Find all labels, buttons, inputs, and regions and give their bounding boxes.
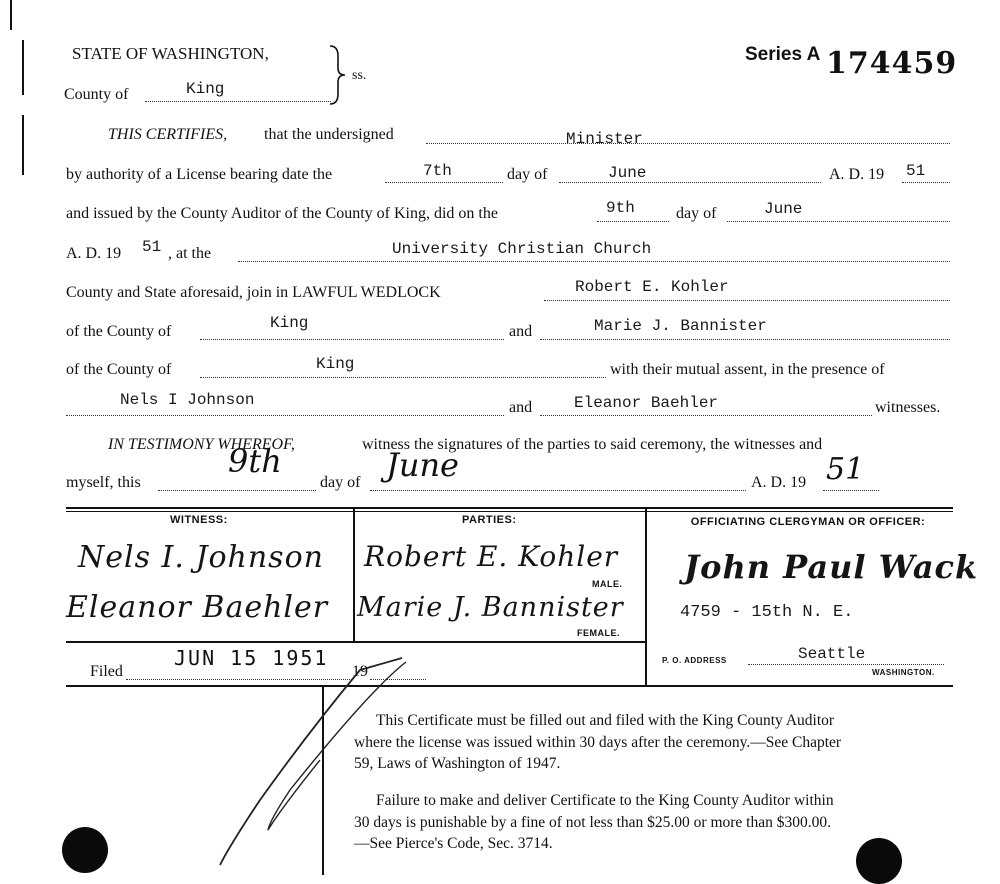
notice2-line3: —See Pierce's Code, Sec. 3714.	[354, 835, 553, 852]
witness1-name[interactable]: Nels I Johnson	[120, 391, 255, 409]
po-address-city[interactable]: Seattle	[798, 645, 866, 663]
witness-header: WITNESS:	[170, 514, 228, 526]
sign-ad-label: A. D. 19	[751, 474, 807, 491]
clergy-header: OFFICIATING CLERGYMAN OR OFFICER:	[690, 516, 926, 528]
sign-month[interactable]: June	[386, 446, 459, 484]
bride-signature[interactable]: Marie J. Bannister	[357, 592, 624, 623]
testimony-label: IN TESTIMONY WHEREOF,	[108, 436, 295, 453]
witness1-signature[interactable]: Nels I. Johnson	[78, 540, 324, 575]
testimony-text: witness the signatures of the parties to said ceremony, the witnesses and	[362, 436, 823, 453]
bride-name[interactable]: Marie J. Bannister	[594, 317, 767, 335]
sign-day[interactable]: 9th	[228, 442, 282, 480]
place-underline	[238, 261, 950, 262]
series-number: 174459	[826, 46, 958, 81]
notice1-line2: where the license was issued within 30 days after the ceremony.—See Chapter	[354, 734, 842, 751]
po-address-underline	[748, 664, 944, 665]
table-divider-1	[353, 509, 355, 642]
license-day-underline	[385, 182, 503, 183]
edge-mark	[22, 115, 24, 175]
county-label: County of	[64, 86, 129, 103]
mutual-assent-label: with their mutual assent, in the presence of	[610, 361, 885, 378]
sign-day-underline	[158, 490, 316, 491]
edge-mark	[10, 0, 12, 30]
wedlock-label: County and State aforesaid, join in LAWFUL WEDLOCK	[66, 284, 441, 301]
groom-name[interactable]: Robert E. Kohler	[575, 278, 729, 296]
license-ad-label: A. D. 19	[829, 166, 885, 183]
license-year-underline	[902, 182, 950, 183]
washington-label: WASHINGTON.	[872, 668, 935, 677]
sign-dayof-label: day of	[320, 474, 361, 491]
female-label: FEMALE.	[577, 628, 620, 638]
ss-label: ss.	[352, 68, 367, 83]
license-month[interactable]: June	[608, 164, 647, 182]
male-label: MALE.	[592, 579, 623, 589]
sign-month-underline	[370, 490, 746, 491]
sign-year-underline	[823, 490, 879, 491]
undersigned-label: that the undersigned	[264, 126, 394, 143]
groom-county[interactable]: King	[270, 314, 309, 332]
sign-year[interactable]: 51	[826, 452, 865, 487]
groom-signature[interactable]: Robert E. Kohler	[364, 540, 619, 573]
county-value[interactable]: King	[186, 80, 225, 98]
at-the-label: , at the	[168, 245, 212, 262]
ceremony-year[interactable]: 51	[142, 238, 162, 256]
groom-county-label: of the County of	[66, 323, 172, 340]
witness2-underline	[540, 415, 872, 416]
license-year[interactable]: 51	[906, 162, 926, 180]
officiant-title[interactable]: Minister	[566, 130, 643, 148]
witness2-name[interactable]: Eleanor Baehler	[574, 394, 719, 412]
parties-header: PARTIES:	[462, 514, 517, 526]
table-top-border	[66, 507, 953, 509]
myself-label: myself, this	[66, 474, 141, 491]
bride-underline	[540, 339, 950, 340]
and-label-1: and	[509, 323, 533, 340]
groom-county-underline	[200, 339, 504, 340]
and-label-2: and	[509, 399, 533, 416]
ceremony-month-underline	[727, 221, 950, 222]
punch-hole-left	[62, 827, 108, 873]
edge-mark	[22, 40, 24, 95]
certifies-label: THIS CERTIFIES,	[108, 126, 228, 143]
witness2-signature[interactable]: Eleanor Baehler	[66, 590, 329, 625]
notice1-line3: 59, Laws of Washington of 1947.	[354, 755, 561, 772]
state-label: STATE OF WASHINGTON,	[72, 44, 269, 63]
po-address-label: P. O. ADDRESS	[662, 656, 727, 665]
clergy-address[interactable]: 4759 - 15th N. E.	[680, 603, 854, 622]
ceremony-dayof-label: day of	[676, 205, 717, 222]
series-label: Series A	[745, 44, 821, 65]
bride-county[interactable]: King	[316, 355, 355, 373]
notice2-line1: Failure to make and deliver Certificate to the King County Auditor within	[376, 792, 834, 809]
officiant-underline	[426, 143, 950, 144]
license-day[interactable]: 7th	[423, 162, 452, 180]
clergy-signature[interactable]: John Paul Wack	[684, 548, 979, 586]
filed-year-prefix: 19	[352, 663, 368, 680]
ceremony-day[interactable]: 9th	[606, 199, 635, 217]
groom-underline	[544, 300, 950, 301]
license-date-label: by authority of a License bearing date the	[66, 166, 333, 183]
county-underline	[145, 101, 331, 102]
notice2-line2: 30 days is punishable by a fine of not less than $25.00 or more than $300.00.	[354, 814, 831, 831]
bride-county-underline	[200, 377, 606, 378]
filed-label: Filed	[90, 663, 123, 680]
bride-county-label: of the County of	[66, 361, 172, 378]
notice1-line1: This Certificate must be filled out and filed with the King County Auditor	[376, 712, 835, 729]
ceremony-month[interactable]: June	[764, 200, 803, 218]
filed-stamp: JUN 15 1951	[174, 646, 329, 670]
table-top-border-2	[66, 511, 953, 512]
table-divider-2	[645, 509, 647, 685]
license-dayof-label: day of	[507, 166, 548, 183]
pen-strokes	[180, 640, 420, 875]
ceremony-place[interactable]: University Christian Church	[392, 240, 652, 258]
punch-hole-right	[856, 838, 902, 884]
witness1-underline	[66, 415, 504, 416]
ceremony-ad-label: A. D. 19	[66, 245, 122, 262]
brace-icon	[326, 44, 348, 106]
witnesses-label: witnesses.	[875, 399, 941, 416]
license-month-underline	[559, 182, 821, 183]
ceremony-day-underline	[597, 221, 669, 222]
auditor-label: and issued by the County Auditor of the County of King, did on the	[66, 205, 498, 222]
